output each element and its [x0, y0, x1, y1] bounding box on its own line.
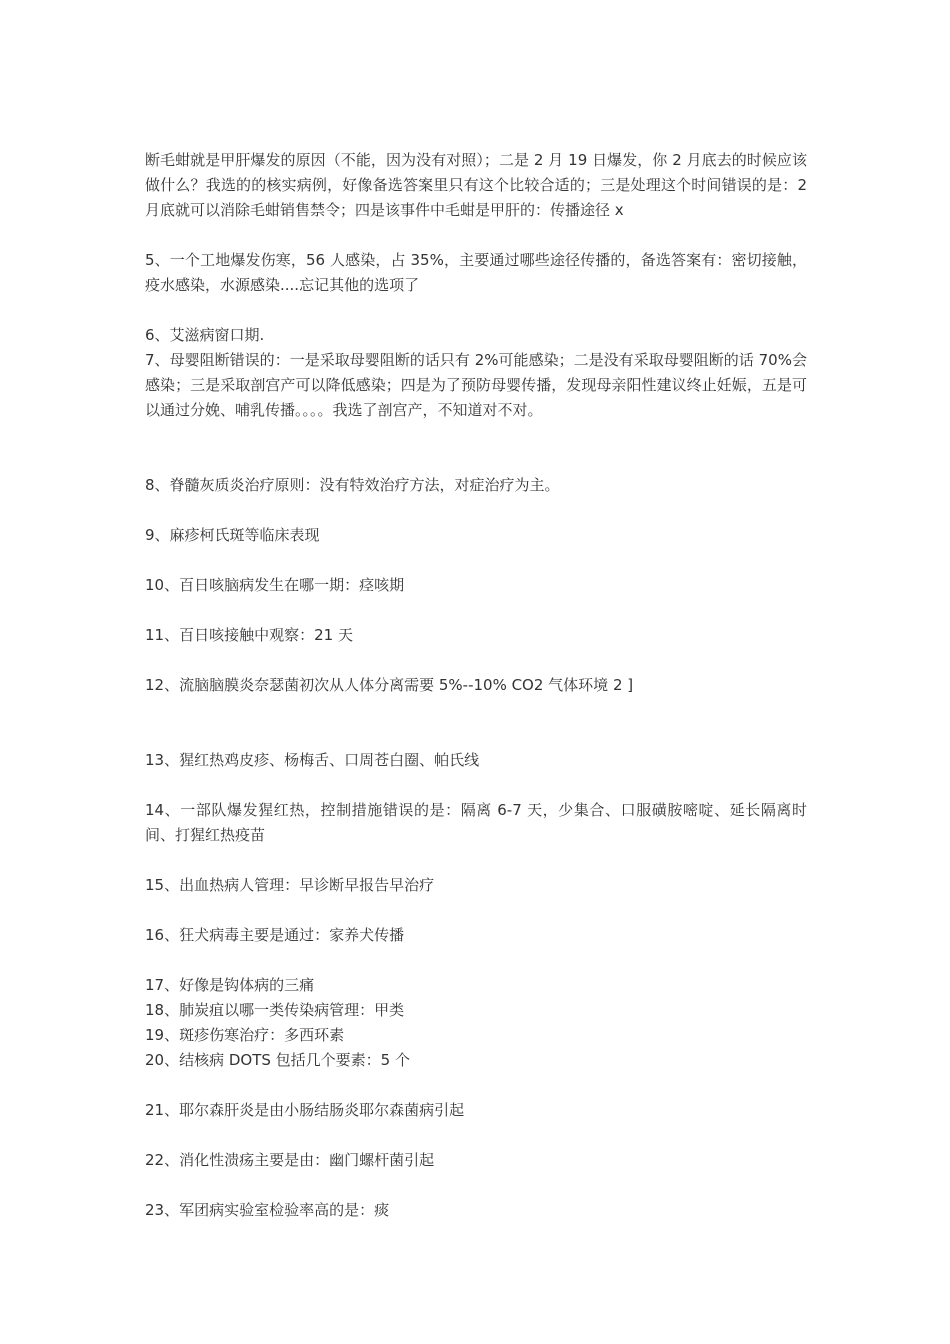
paragraph-q11: 11、百日咳接触中观察：21 天 — [145, 626, 353, 644]
paragraph-q14: 14、一部队爆发猩红热，控制措施错误的是：隔离 6-7 天，少集合、口服磺胺嘧啶、延长隔离时间、打猩红热疫苗 — [145, 801, 807, 844]
paragraph-intro: 断毛蚶就是甲肝爆发的原因（不能，因为没有对照）；二是 2 月 19 日爆发，你 2 月底去的时候应该做什么？我选的的核实病例，好像备选答案里只有这个比较合适的；三是处理这个时间错误的是：2 月底就可以消除毛蚶销售禁令；四是该事件中毛蚶是甲肝的：传播途径 x — [145, 151, 807, 219]
paragraph-q22: 22、消化性溃疡主要是由：幽门螺杆菌引起 — [145, 1151, 435, 1169]
paragraph-q7: 7、母婴阻断错误的：一是采取母婴阻断的话只有 2%可能感染；二是没有采取母婴阻断的话 70%会感染；三是采取剖宫产可以降低感染；四是为了预防母婴传播，发现母亲阳性建议终止妊娠，五是可以通过分娩、哺乳传播。。。。我选了剖宫产，不知道对不对。 — [145, 351, 807, 419]
spacer — [145, 423, 807, 473]
spacer — [145, 548, 807, 573]
paragraph-q8: 8、脊髓灰质炎治疗原则：没有特效治疗方法，对症治疗为主。 — [145, 476, 560, 494]
paragraph-q21: 21、耶尔森肝炎是由小肠结肠炎耶尔森菌病引起 — [145, 1101, 465, 1119]
spacer — [145, 498, 807, 523]
paragraph-q18: 18、肺炭疽以哪一类传染病管理：甲类 — [145, 1001, 405, 1019]
paragraph-q23: 23、军团病实验室检验率高的是：痰 — [145, 1201, 390, 1219]
spacer — [145, 848, 807, 873]
paragraph-q19: 19、斑疹伤寒治疗：多西环素 — [145, 1026, 345, 1044]
spacer — [145, 898, 807, 923]
spacer — [145, 698, 807, 748]
spacer — [145, 773, 807, 798]
paragraph-q20: 20、结核病 DOTS 包括几个要素：5 个 — [145, 1051, 410, 1069]
paragraph-q17: 17、好像是钩体病的三痛 — [145, 976, 315, 994]
spacer — [145, 648, 807, 673]
paragraph-q10: 10、百日咳脑病发生在哪一期：痉咳期 — [145, 576, 405, 594]
paragraph-q15: 15、出血热病人管理：早诊断早报告早治疗 — [145, 876, 435, 894]
paragraph-q13: 13、猩红热鸡皮疹、杨梅舌、口周苍白圈、帕氏线 — [145, 751, 480, 769]
spacer — [145, 1123, 807, 1148]
paragraph-q5: 5、一个工地爆发伤寒，56 人感染，占 35%，主要通过哪些途径传播的，备选答案有：密切接触，疫水感染，水源感染....忘记其他的选项了 — [145, 251, 807, 294]
spacer — [145, 598, 807, 623]
spacer — [145, 1073, 807, 1098]
paragraph-q6: 6、艾滋病窗口期. — [145, 326, 265, 344]
spacer — [145, 948, 807, 973]
spacer — [145, 298, 807, 323]
paragraph-q16: 16、狂犬病毒主要是通过：家养犬传播 — [145, 926, 405, 944]
spacer — [145, 1173, 807, 1198]
paragraph-q12: 12、流脑脑膜炎奈瑟菌初次从人体分离需要 5%--10% CO2 气体环境 2 ] — [145, 676, 634, 694]
spacer — [145, 223, 807, 248]
document-body — [145, 148, 807, 1223]
paragraph-q9: 9、麻疹柯氏斑等临床表现 — [145, 526, 320, 544]
